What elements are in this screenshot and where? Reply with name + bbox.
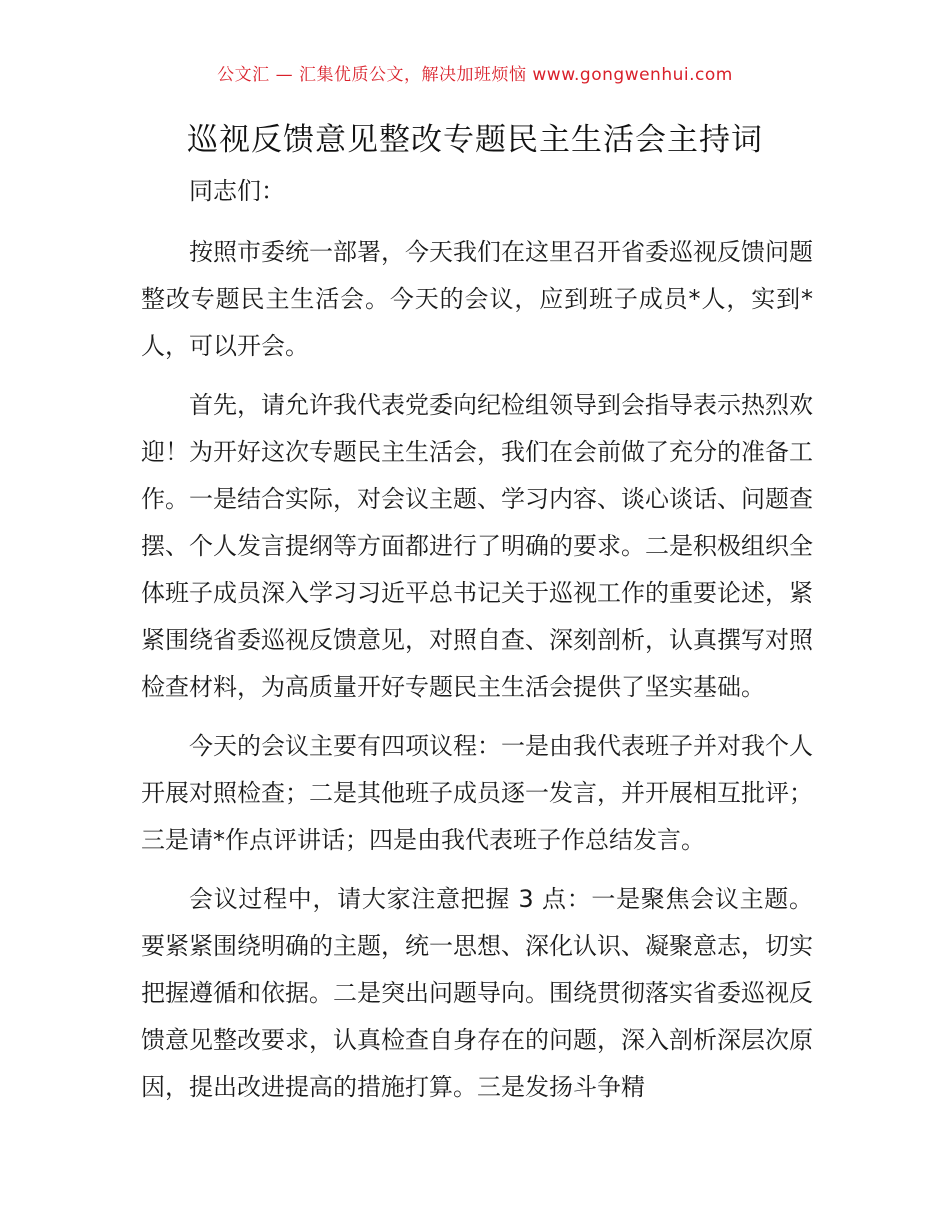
site-banner: 公文汇 — 汇集优质公文，解决加班烦恼 www.gongwenhui.com — [217, 65, 733, 85]
salutation: 同志们： — [189, 177, 285, 205]
paragraph-agenda: 今天的会议主要有四项议程：一是由我代表班子并对我个人开展对照检查；二是其他班子成员逐一发言，并开展相互批评；三是请*作点评讲话；四是由我代表班子作总结发言。 — [141, 732, 813, 854]
paragraph-requirements: 会议过程中，请大家注意把握 3 点：一是聚焦会议主题。要紧紧围绕明确的主题，统一思想、深化认识、凝聚意志，切实把握遵循和依据。二是突出问题导向。围绕贯彻落实省委巡视反馈意见整改要求，认真检查自身存在的问题，深入剖析深层次原因，提出改进提高的措施打算。三是发扬斗争精 — [141, 885, 813, 1101]
paragraph-opening: 按照市委统一部署，今天我们在这里召开省委巡视反馈问题整改专题民主生活会。今天的会议，应到班子成员*人，实到*人，可以开会。 — [141, 238, 813, 360]
document-body — [141, 168, 813, 1123]
paragraph-preparation: 首先，请允许我代表党委向纪检组领导到会指导表示热烈欢迎！为开好这次专题民主生活会，我们在会前做了充分的准备工作。一是结合实际，对会议主题、学习内容、谈心谈话、问题查摆、个人发言提纲等方面都进行了明确的要求。二是积极组织全体班子成员深入学习习近平总书记关于巡视工作的重要论述，紧紧围绕省委巡视反馈意见，对照自查、深刻剖析，认真撰写对照检查材料，为高质量开好专题民主生活会提供了坚实基础。 — [141, 391, 813, 701]
document-title: 巡视反馈意见整改专题民主生活会主持词 — [187, 122, 763, 158]
